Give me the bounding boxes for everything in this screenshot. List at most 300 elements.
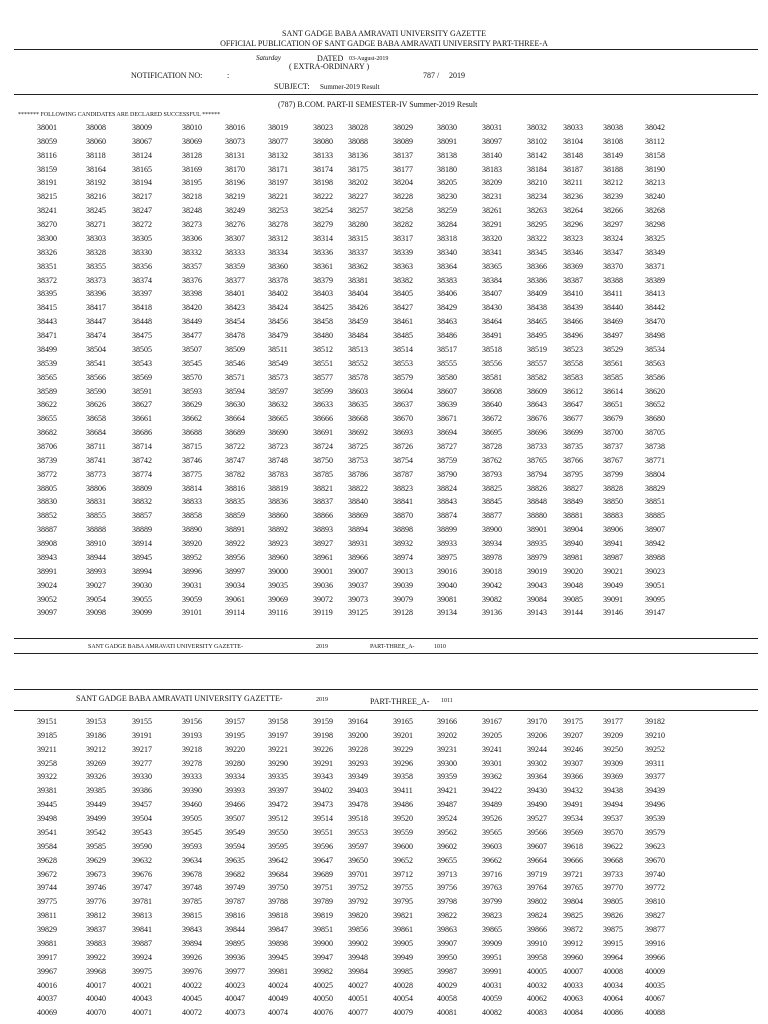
roll-number-cell: 40058 xyxy=(437,994,457,1004)
roll-number-cell: 38373 xyxy=(86,275,106,285)
roll-number-cell: 40079 xyxy=(393,1008,413,1018)
roll-number-cell: 39166 xyxy=(437,717,457,726)
roll-number-cell: 39682 xyxy=(225,869,245,879)
roll-number-cell: 40051 xyxy=(348,994,368,1004)
roll-number-cell: 38491 xyxy=(482,331,502,341)
roll-number-cell: 39134 xyxy=(437,608,457,618)
roll-number-cell: 38351 xyxy=(37,261,57,271)
roll-number-cell: 39798 xyxy=(437,897,457,907)
roll-number-cell: 38077 xyxy=(268,136,288,146)
roll-number-cell: 38652 xyxy=(645,400,665,410)
roll-number-cell: 38700 xyxy=(603,428,623,438)
roll-number-cell: 39822 xyxy=(437,911,457,921)
roll-number-cell: 38691 xyxy=(313,428,333,438)
roll-number-cell: 39837 xyxy=(86,925,106,935)
roll-number-cell: 38866 xyxy=(313,511,333,521)
roll-number-cell: 39596 xyxy=(313,841,333,851)
roll-number-cell: 38341 xyxy=(482,247,502,257)
roll-number-cell: 39900 xyxy=(313,938,333,948)
roll-number-cell: 39291 xyxy=(313,758,333,768)
roll-number-cell: 38711 xyxy=(86,442,106,451)
roll-number-cell: 40033 xyxy=(563,980,583,990)
roll-number-cell: 39019 xyxy=(527,566,547,576)
roll-number-cell: 38566 xyxy=(86,372,106,382)
roll-number-cell: 39252 xyxy=(645,744,665,754)
roll-number-cell: 38759 xyxy=(437,455,457,465)
roll-number-cell: 39662 xyxy=(482,855,502,865)
roll-number-cell: 38787 xyxy=(393,469,413,479)
roll-number-cell: 38931 xyxy=(348,539,368,549)
roll-number-cell: 39673 xyxy=(86,869,106,879)
roll-number-cell: 38423 xyxy=(225,303,245,313)
roll-number-cell: 38484 xyxy=(348,331,368,341)
roll-number-cell: 38259 xyxy=(437,206,457,216)
roll-number-cell: 39421 xyxy=(437,786,457,796)
roll-number-cell: 39055 xyxy=(132,594,152,604)
roll-number-cell: 38337 xyxy=(348,247,368,257)
roll-number-cell: 39095 xyxy=(645,594,665,604)
roll-number-cell: 38794 xyxy=(527,469,547,479)
roll-number-cell: 38384 xyxy=(482,275,502,285)
roll-number-cell: 38240 xyxy=(645,192,665,202)
roll-number-cell: 38934 xyxy=(482,539,502,549)
roll-number-cell: 39912 xyxy=(563,938,583,948)
roll-number-cell: 38254 xyxy=(313,206,333,216)
roll-number-cell: 38009 xyxy=(132,123,152,132)
roll-number-cell: 38031 xyxy=(482,123,502,132)
roll-number-cell: 38543 xyxy=(132,358,152,368)
roll-number-cell: 40073 xyxy=(225,1008,245,1018)
roll-number-cell: 38272 xyxy=(132,220,152,230)
roll-number-cell: 38558 xyxy=(563,358,583,368)
roll-number-cell: 38333 xyxy=(225,247,245,257)
roll-number-cell: 39781 xyxy=(132,897,152,907)
roll-number-cell: 39221 xyxy=(268,744,288,754)
roll-number-cell: 38578 xyxy=(348,372,368,382)
roll-number-cell: 39072 xyxy=(313,594,333,604)
roll-number-cell: 38273 xyxy=(182,220,202,230)
roll-number-cell: 38328 xyxy=(86,247,106,257)
roll-number-cell: 39402 xyxy=(313,786,333,796)
subject-rule xyxy=(14,94,758,95)
roll-number-cell: 38239 xyxy=(603,192,623,202)
roll-number-cell: 39813 xyxy=(132,911,152,921)
roll-number-cell: 38848 xyxy=(527,497,547,507)
roll-number-cell: 38696 xyxy=(527,428,547,438)
roll-number-cell: 38901 xyxy=(527,525,547,535)
roll-number-cell: 39628 xyxy=(37,855,57,865)
roll-number-cell: 38836 xyxy=(268,497,288,507)
roll-number-cell: 39553 xyxy=(348,827,368,837)
roll-number-cell: 38629 xyxy=(182,400,202,410)
roll-number-cell: 38456 xyxy=(268,317,288,327)
roll-number-cell: 38001 xyxy=(37,123,57,132)
gazette-title: SANT GADGE BABA AMRAVATI UNIVERSITY GAZETTE xyxy=(282,29,486,38)
roll-number-cell: 38478 xyxy=(225,331,245,341)
roll-number-cell: 39960 xyxy=(563,952,583,962)
roll-number-cell: 39841 xyxy=(132,925,152,935)
roll-number-cell: 39231 xyxy=(437,744,457,754)
roll-number-cell: 38651 xyxy=(603,400,623,410)
roll-number-cell: 38284 xyxy=(437,220,457,230)
roll-number-cell: 38661 xyxy=(132,414,152,424)
roll-number-cell: 38427 xyxy=(393,303,413,313)
roll-number-cell: 39566 xyxy=(527,827,547,837)
roll-number-cell: 38831 xyxy=(86,497,106,507)
roll-number-cell: 39167 xyxy=(482,717,502,726)
roll-number-cell: 39386 xyxy=(132,786,152,796)
roll-number-cell: 38505 xyxy=(132,344,152,354)
roll-number-cell: 39595 xyxy=(268,841,288,851)
roll-number-cell: 38671 xyxy=(437,414,457,424)
roll-number-cell: 39364 xyxy=(527,772,547,782)
roll-number-cell: 38231 xyxy=(482,192,502,202)
roll-number-cell: 39518 xyxy=(348,814,368,824)
roll-number-cell: 39634 xyxy=(182,855,202,865)
roll-number-cell: 40071 xyxy=(132,1008,152,1018)
roll-number-cell: 39091 xyxy=(603,594,623,604)
roll-number-cell: 38833 xyxy=(182,497,202,507)
page2-header-part: PART-THREE_A- xyxy=(370,697,430,706)
roll-number-cell: 39975 xyxy=(132,966,152,976)
roll-number-cell: 38555 xyxy=(437,358,457,368)
roll-number-cell: 38280 xyxy=(348,220,368,230)
roll-number-cell: 38268 xyxy=(645,206,665,216)
roll-number-cell: 38336 xyxy=(313,247,333,257)
roll-number-cell: 39085 xyxy=(563,594,583,604)
roll-number-cell: 38881 xyxy=(563,511,583,521)
roll-number-cell: 38821 xyxy=(313,483,333,493)
roll-number-cell: 38326 xyxy=(37,247,57,257)
roll-number-cell: 38890 xyxy=(182,525,202,535)
roll-number-cell: 39280 xyxy=(225,758,245,768)
roll-number-cell: 38159 xyxy=(37,164,57,174)
roll-number-cell: 39826 xyxy=(603,911,623,921)
roll-number-cell: 39514 xyxy=(313,814,333,824)
roll-number-cell: 39143 xyxy=(527,608,547,618)
roll-number-cell: 39445 xyxy=(37,800,57,810)
roll-number-cell: 38680 xyxy=(645,414,665,424)
roll-number-cell: 38247 xyxy=(132,206,152,216)
roll-number-cell: 39650 xyxy=(348,855,368,865)
roll-number-cell: 38840 xyxy=(348,497,368,507)
roll-number-cell: 38411 xyxy=(603,289,623,299)
roll-number-cell: 39210 xyxy=(645,730,665,740)
roll-number-cell: 38378 xyxy=(268,275,288,285)
roll-number-cell: 39982 xyxy=(313,966,333,976)
roll-number-cell: 39664 xyxy=(527,855,547,865)
roll-number-cell: 38204 xyxy=(393,178,413,188)
roll-number-cell: 40022 xyxy=(182,980,202,990)
roll-number-cell: 38080 xyxy=(313,136,333,146)
roll-number-cell: 38750 xyxy=(313,455,333,465)
roll-number-cell: 39128 xyxy=(393,608,413,618)
roll-number-cell: 39220 xyxy=(225,744,245,754)
roll-number-cell: 38907 xyxy=(645,525,665,535)
roll-number-cell: 38622 xyxy=(37,400,57,410)
roll-number-cell: 39487 xyxy=(437,800,457,810)
roll-number-cell: 38569 xyxy=(132,372,152,382)
roll-number-cell: 38216 xyxy=(86,192,106,202)
roll-number-cell: 38485 xyxy=(393,331,413,341)
roll-number-cell: 38403 xyxy=(313,289,333,299)
roll-number-cell: 38183 xyxy=(482,164,502,174)
roll-number-cell: 38376 xyxy=(182,275,202,285)
roll-number-cell: 38213 xyxy=(645,178,665,188)
roll-number-cell: 40028 xyxy=(393,980,413,990)
roll-number-cell: 38682 xyxy=(37,428,57,438)
roll-number-cell: 38690 xyxy=(268,428,288,438)
roll-number-cell: 38171 xyxy=(268,164,288,174)
roll-number-cell: 39505 xyxy=(182,814,202,824)
roll-number-cell: 38364 xyxy=(437,261,457,271)
roll-number-cell: 39027 xyxy=(86,580,106,590)
roll-number-cell: 38345 xyxy=(527,247,547,257)
roll-number-cell: 38563 xyxy=(645,358,665,368)
roll-number-cell: 38386 xyxy=(527,275,547,285)
roll-number-cell: 38420 xyxy=(182,303,202,313)
roll-number-cell: 38297 xyxy=(603,220,623,230)
roll-number-cell: 38443 xyxy=(37,317,57,327)
roll-number-cell: 38091 xyxy=(437,136,457,146)
roll-number-cell: 38603 xyxy=(348,386,368,396)
roll-number-cell: 39881 xyxy=(37,938,57,948)
roll-number-cell: 39302 xyxy=(527,758,547,768)
roll-number-cell: 39037 xyxy=(348,580,368,590)
roll-number-cell: 38828 xyxy=(603,483,623,493)
footer-page-number: 1010 xyxy=(434,644,446,650)
roll-number-cell: 39229 xyxy=(393,744,413,754)
roll-number-cell: 39827 xyxy=(645,911,665,921)
roll-number-cell: 39438 xyxy=(603,786,623,796)
roll-number-cell: 39472 xyxy=(268,800,288,810)
roll-number-cell: 39847 xyxy=(268,925,288,935)
roll-number-cell: 38028 xyxy=(348,123,368,132)
roll-number-cell: 39964 xyxy=(603,952,623,962)
roll-number-cell: 38470 xyxy=(645,317,665,327)
roll-number-cell: 38726 xyxy=(393,442,413,451)
roll-number-cell: 39491 xyxy=(563,800,583,810)
roll-number-cell: 39052 xyxy=(37,594,57,604)
roll-number-cell: 38888 xyxy=(86,525,106,535)
roll-number-cell: 39652 xyxy=(393,855,413,865)
roll-number-cell: 39524 xyxy=(437,814,457,824)
roll-number-cell: 39081 xyxy=(437,594,457,604)
header-rule xyxy=(14,49,758,50)
roll-number-cell: 38923 xyxy=(268,539,288,549)
roll-number-cell: 39185 xyxy=(37,730,57,740)
roll-number-cell: 39926 xyxy=(182,952,202,962)
roll-number-cell: 39278 xyxy=(182,758,202,768)
notification-label: NOTIFICATION NO: xyxy=(131,71,203,80)
roll-number-cell: 39246 xyxy=(563,744,583,754)
page2-rule-top xyxy=(14,689,758,690)
roll-number-cell: 38396 xyxy=(86,289,106,299)
roll-number-cell: 40076 xyxy=(313,1008,333,1018)
roll-number-cell: 38340 xyxy=(437,247,457,257)
roll-number-cell: 38164 xyxy=(86,164,106,174)
roll-number-cell: 38205 xyxy=(437,178,457,188)
roll-number-cell: 39821 xyxy=(393,911,413,921)
roll-number-cell: 39157 xyxy=(225,717,245,726)
roll-number-cell: 39164 xyxy=(348,717,368,726)
dated-label: DATED xyxy=(317,54,344,63)
roll-number-cell: 38059 xyxy=(37,136,57,146)
roll-number-cell: 38318 xyxy=(437,233,457,243)
roll-number-cell: 39549 xyxy=(225,827,245,837)
roll-number-cell: 38565 xyxy=(37,372,57,382)
roll-number-cell: 39772 xyxy=(645,883,665,893)
roll-number-cell: 39333 xyxy=(182,772,202,782)
roll-number-cell: 38904 xyxy=(563,525,583,535)
roll-number-cell: 40025 xyxy=(313,980,333,990)
roll-number-cell: 39393 xyxy=(225,786,245,796)
roll-number-cell: 39114 xyxy=(225,608,245,618)
roll-number-cell: 40023 xyxy=(225,980,245,990)
roll-number-cell: 38424 xyxy=(268,303,288,313)
roll-number-cell: 38398 xyxy=(182,289,202,299)
roll-number-cell: 38429 xyxy=(437,303,457,313)
roll-number-cell: 38870 xyxy=(393,511,413,521)
roll-number-cell: 38324 xyxy=(603,233,623,243)
roll-number-cell: 39865 xyxy=(482,925,502,935)
roll-number-cell: 38401 xyxy=(225,289,245,299)
roll-number-cell: 39551 xyxy=(313,827,333,837)
roll-number-cell: 38658 xyxy=(86,414,106,424)
roll-number-cell: 38668 xyxy=(348,414,368,424)
roll-number-cell: 38799 xyxy=(603,469,623,479)
roll-number-cell: 38845 xyxy=(482,497,502,507)
roll-number-cell: 38417 xyxy=(86,303,106,313)
roll-number-cell: 39875 xyxy=(603,925,623,935)
roll-number-cell: 38747 xyxy=(225,455,245,465)
roll-number-cell: 38960 xyxy=(268,552,288,562)
roll-number-cell: 39193 xyxy=(182,730,202,740)
roll-number-cell: 39756 xyxy=(437,883,457,893)
roll-number-cell: 40083 xyxy=(527,1008,547,1018)
roll-number-cell: 39877 xyxy=(645,925,665,935)
roll-number-cell: 38765 xyxy=(527,455,547,465)
roll-number-cell: 39016 xyxy=(437,566,457,576)
roll-number-cell: 39200 xyxy=(348,730,368,740)
roll-number-cell: 38941 xyxy=(603,539,623,549)
roll-number-cell: 38261 xyxy=(482,206,502,216)
roll-number-cell: 39293 xyxy=(348,758,368,768)
roll-number-cell: 38465 xyxy=(527,317,547,327)
notification-year: 2019 xyxy=(449,71,465,80)
roll-number-cell: 39098 xyxy=(86,608,106,618)
declared-successful-text: ******* FOLLOWING CANDIDATES ARE DECLARED SUCCESSFUL ****** xyxy=(18,112,221,118)
roll-number-cell: 39202 xyxy=(437,730,457,740)
roll-number-cell: 38023 xyxy=(313,123,333,132)
roll-number-cell: 39198 xyxy=(313,730,333,740)
roll-number-cell: 38979 xyxy=(527,552,547,562)
roll-number-cell: 38952 xyxy=(182,552,202,562)
roll-number-cell: 39377 xyxy=(645,772,665,782)
roll-number-cell: 38932 xyxy=(393,539,413,549)
roll-number-cell: 38693 xyxy=(393,428,413,438)
roll-number-cell: 38032 xyxy=(527,123,547,132)
roll-number-cell: 38885 xyxy=(645,511,665,521)
roll-number-cell: 38196 xyxy=(225,178,245,188)
roll-number-cell: 38402 xyxy=(268,289,288,299)
roll-number-cell: 38258 xyxy=(393,206,413,216)
roll-number-cell: 39811 xyxy=(37,911,57,921)
roll-number-cell: 39397 xyxy=(268,786,288,796)
roll-number-cell: 38655 xyxy=(37,414,57,424)
roll-number-cell: 38822 xyxy=(348,483,368,493)
roll-number-cell: 40008 xyxy=(603,966,623,976)
roll-number-cell: 39818 xyxy=(268,911,288,921)
roll-number-cell: 38887 xyxy=(37,525,57,535)
roll-number-cell: 38920 xyxy=(182,539,202,549)
roll-number-cell: 39593 xyxy=(182,841,202,851)
roll-number-cell: 38330 xyxy=(132,247,152,257)
roll-number-cell: 38841 xyxy=(393,497,413,507)
roll-number-cell: 39311 xyxy=(645,758,665,768)
roll-number-cell: 38935 xyxy=(527,539,547,549)
roll-number-cell: 38893 xyxy=(313,525,333,535)
roll-number-cell: 39887 xyxy=(132,938,152,948)
roll-number-cell: 38662 xyxy=(182,414,202,424)
roll-number-cell: 39024 xyxy=(37,580,57,590)
roll-number-cell: 39073 xyxy=(348,594,368,604)
roll-number-cell: 38355 xyxy=(86,261,106,271)
roll-number-cell: 39277 xyxy=(132,758,152,768)
roll-number-cell: 38372 xyxy=(37,275,57,285)
roll-number-cell: 39099 xyxy=(132,608,152,618)
roll-number-cell: 38306 xyxy=(182,233,202,243)
roll-number-cell: 38837 xyxy=(313,497,333,507)
roll-number-cell: 38425 xyxy=(313,303,333,313)
roll-number-cell: 39789 xyxy=(313,897,333,907)
roll-number-cell: 38894 xyxy=(348,525,368,535)
roll-number-cell: 38728 xyxy=(482,442,502,451)
roll-number-cell: 38228 xyxy=(393,192,413,202)
roll-number-cell: 38067 xyxy=(132,136,152,146)
roll-number-cell: 38128 xyxy=(182,150,202,160)
roll-number-cell: 38320 xyxy=(482,233,502,243)
notification-colon: : xyxy=(227,71,230,80)
roll-number-cell: 39301 xyxy=(482,758,502,768)
roll-number-cell: 38746 xyxy=(182,455,202,465)
roll-number-cell: 38363 xyxy=(393,261,413,271)
roll-number-cell: 38148 xyxy=(563,150,583,160)
roll-number-cell: 40059 xyxy=(482,994,502,1004)
roll-number-cell: 38486 xyxy=(437,331,457,341)
roll-number-cell: 39061 xyxy=(225,594,245,604)
roll-number-cell: 39473 xyxy=(313,800,333,810)
roll-number-cell: 38097 xyxy=(482,136,502,146)
roll-number-cell: 38413 xyxy=(645,289,665,299)
roll-number-cell: 38471 xyxy=(37,331,57,341)
roll-number-cell: 39013 xyxy=(393,566,413,576)
roll-number-cell: 39460 xyxy=(182,800,202,810)
roll-number-cell: 38620 xyxy=(645,386,665,396)
roll-number-cell: 40049 xyxy=(268,994,288,1004)
roll-number-cell: 39689 xyxy=(313,869,333,879)
roll-number-cell: 39966 xyxy=(645,952,665,962)
roll-number-cell: 38112 xyxy=(645,136,665,146)
roll-number-cell: 38571 xyxy=(225,372,245,382)
roll-number-cell: 38298 xyxy=(645,220,665,230)
roll-number-cell: 39602 xyxy=(437,841,457,851)
roll-number-cell: 38981 xyxy=(563,552,583,562)
roll-number-cell: 38263 xyxy=(527,206,547,216)
roll-number-cell: 38334 xyxy=(268,247,288,257)
roll-number-cell: 38010 xyxy=(182,123,202,132)
roll-number-cell: 38389 xyxy=(645,275,665,285)
